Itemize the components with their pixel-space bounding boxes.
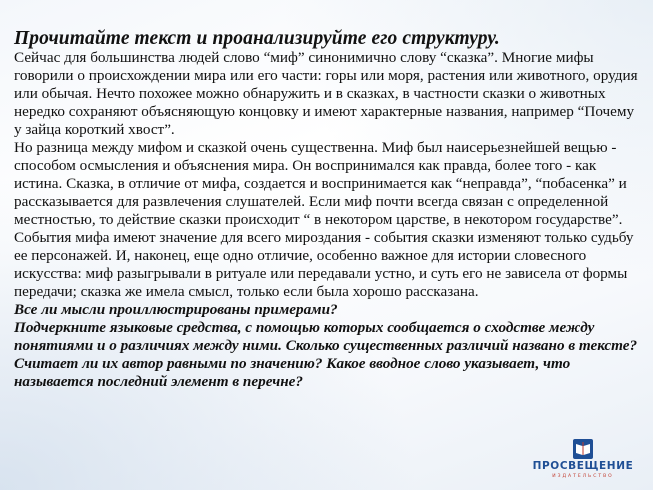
question-1: Все ли мысли проиллюстрированы примерами? bbox=[14, 301, 338, 318]
question-2: Подчеркните языковые средства, с помощью которых сообщается о сходстве между понятиями и о различиях между ними. Сколько существенных различий названо в тексте? Считает ли их автор равными по значению? Какое вводное слово указывает, что называется последний элемент в перечне? bbox=[14, 319, 638, 390]
logo-subtitle: ИЗДАТЕЛЬСТВО bbox=[552, 474, 614, 479]
logo-name: ПРОСВЕЩЕНИЕ bbox=[532, 460, 634, 472]
text-block bbox=[14, 28, 642, 391]
publisher-logo bbox=[523, 438, 643, 482]
paragraph-2: Но разница между мифом и сказкой очень существенна. Миф был наисерьезнейшей вещью - способом осмысления и объяснения мира. Он воспринимался как правда, более того - как истина. Сказка, в отличие от мифа, создается и воспринимается как “неправда”, “побасенка” и рассказывается для развлечения слушателей. Если миф почти всегда связан с определенной местностью, то действие сказки происходит “ в некотором царстве, в некотором государстве”. События мифа имеют значение для всего мироздания - события сказки изменяют только судьбу ее персонажей. И, наконец, еще одно отличие, особенно важное для истории словесного искусства: миф разыгрывали в ритуале или передавали устно, и суть его не зависела от формы передачи; сказка же имела смысл, только если была хорошо рассказана. bbox=[14, 139, 634, 300]
paragraph-1: Сейчас для большинства людей слово “миф” синонимично слову “сказка”. Многие мифы говорили о происхождении мира или его части: горы или моря, растения или животного, орудия или обычая. Нечто похожее можно обнаружить и в сказках, в частности сказки о животных нередко сохраняют объясняющую концовку и имеют характерные названия, например “Почему у зайца короткий хвост”. bbox=[14, 49, 638, 138]
slide-title: Прочитайте текст и проанализируйте его структуру. bbox=[14, 28, 500, 49]
book-emblem-icon bbox=[572, 438, 594, 460]
